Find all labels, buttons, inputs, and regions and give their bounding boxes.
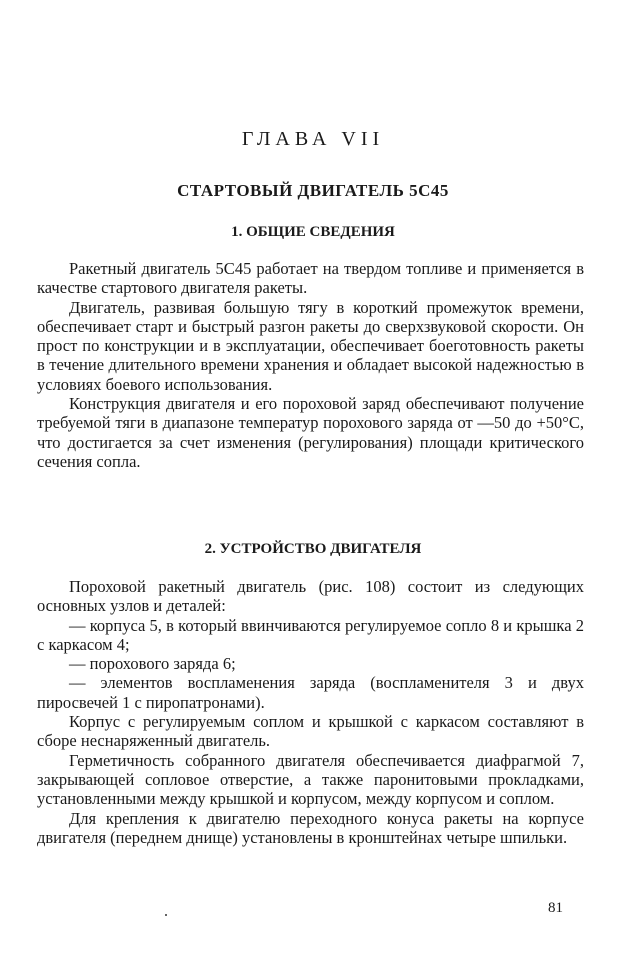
list-item: — порохового заряда 6; (69, 654, 236, 674)
list-item: — корпуса 5, в который ввинчиваются регулируемое сопло 8 и крышка 2 с каркасом 4; (37, 615, 584, 654)
paragraph: Для крепления к двигателю переходного конуса ракеты на корпусе двигателя (переднем днище) установлены в кронштейнах четыре шпильки. (37, 808, 584, 847)
paragraph: Конструкция двигателя и его пороховой заряд обеспечивают получение требуемой тяги в диапазоне температур порохового заряда от —50 до +50°С, что достигается за счет изменения (регулирования) площади критического сечения сопла. (37, 394, 584, 471)
chapter-heading: ГЛАВА VII (241, 128, 385, 150)
section-body (37, 577, 584, 847)
section-body (37, 259, 584, 471)
paragraph: Пороховой ракетный двигатель (рис. 108) состоит из следующих основных узлов и деталей: (37, 577, 584, 616)
paragraph: Корпус с регулируемым соплом и крышкой с каркасом составляют в сборе неснаряженный двигатель. (37, 712, 584, 751)
paragraph: Ракетный двигатель 5С45 работает на твердом топливе и применяется в качестве стартового двигателя ракеты. (37, 259, 584, 298)
paragraph: Двигатель, развивая большую тягу в короткий промежуток времени, обеспечивает старт и быстрый разгон ракеты до сверхзвуковой скорости. Он прост по конструкции и в эксплуатации, обеспечивает боеготовность ракеты в течение длительного времени хранения и обладает высокой надежностью в условиях боевого использования. (37, 297, 584, 394)
section-heading: 1. ОБЩИЕ СВЕДЕНИЯ (231, 224, 395, 240)
chapter-title: СТАРТОВЫЙ ДВИГАТЕЛЬ 5С45 (177, 181, 449, 200)
paragraph: Герметичность собранного двигателя обеспечивается диафрагмой 7, закрывающей сопловое отверстие, а также паронитовыми прокладками, установленными между крышкой и корпусом, между корпусом и соплом. (37, 750, 584, 809)
list-item: — элементов воспламенения заряда (воспламенителя 3 и двух пиросвечей 1 с пиропатронами). (37, 673, 584, 712)
section-heading: 2. УСТРОЙСТВО ДВИГАТЕЛЯ (204, 541, 422, 557)
page-number: 81 (548, 900, 563, 916)
print-speck (165, 914, 167, 916)
